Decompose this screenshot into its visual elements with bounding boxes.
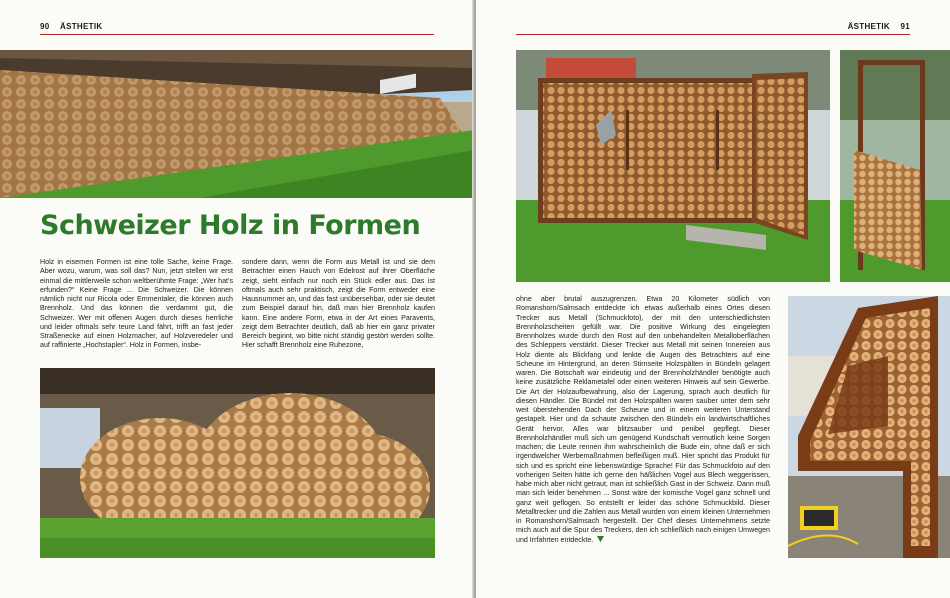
article-headline: Schweizer Holz in Formen (40, 210, 421, 241)
running-header-right (848, 22, 910, 31)
left-page (0, 0, 474, 598)
photo-metal-frame (840, 50, 950, 282)
page-number: 91 (900, 22, 910, 31)
photo-woodpile-barn (0, 50, 474, 198)
text-column-3 (516, 295, 770, 545)
header-rule (516, 34, 910, 35)
end-mark-icon (597, 536, 604, 543)
text-column-3-body: ohne aber brutal auszugrenzen. Etwa 20 Kilometer südlich von Romanshorn/Salmsach entdeckte ich etwas außerhalb eines Ortes diesen Trecker aus Metall (Schmuckfoto), der mit den unterschiedlichsten Brennholzscheiten gefüllt war. Die positive Wirkung des eingelegten Brennholzes wurde durch den Rost auf den unbehandelten Metalloberflächen des Schleppers verstärkt. Dieser Trecker aus Metall mit seinen Innereien aus Holz diente als Blickfang und lenkte die Augen des Betrachters auf eine Scheune im Hintergrund, an deren Stirnseite Holzspälten in Bündeln gelagert waren. Die Botschaft war eindeutig und der Brennholzhändler benötigte auch keine zusätzliche Reklametafel oder einen weiteren Hinweis auf sein Gewerbe. Die Art der Holzaufbewahrung, also der Lagerung, sprach auch deutlich für diesen Händler. Die Bündel mit den Holzspälten waren sauber unter dem sehr weit überstehenden Dach der Scheune und in einem weiteren Unterstand gestapelt. Hier und da schaute zwischen den Bündeln ein landwirtschaftliches Gerät hervor. Alles war blitzsauber und penibel gepflegt. Dieser Brennholzhändler muß sich um genügend Kundschaft vermutlich keine Sorgen machen; die Leute rennen ihm wahrscheinlich die Bude ein, ohne daß er sich irgendwelcher Werbemaßnahmen befleißigen muß. Hier spricht das Produkt für sich und es spricht eine liebenswürdige Sprache! Für das Schmuckfoto auf den vorherigen Seiten hätte ich gerne den häßlichen Vogel aus Blech weggerissen, habe mich aber nicht getraut, man ist schließlich Gast in der Schweiz. Dann muß man sich leider benehmen ... Sonst wäre der komische Vogel ganz schnell und ganz weit geflogen. So entstellt er leider das schöne Schmuckbild. Dieser Metalltrecker und die Zahlen aus Metall wurden von einem kleinen Unternehmen in Romanshorn/Salmsach hergestellt. Der Chef dieses Unternehmens setzte mich auch auf die Spur des Treckers, den ich schließlich nach einigen Umwegen und Irrfahrten entdeckte. (516, 295, 770, 544)
section-label: ÄSTHETIK (847, 22, 890, 31)
right-page (476, 0, 950, 598)
text-column-1: Holz in eisernen Formen ist eine tolle Sache, keine Frage. Aber wozu, warum, was soll das? Nun, jetzt stellen wir erst einmal die mittlerweile schon weltberühmte Frage: „Wer hat’s erfunden?“ Keine Frage ... Die Schweizer. Die können nämlich nicht nur Ricola oder Emmentaler, die können auch Brennholz. Und das können die verdammt gut, die Schweizer. Wer mit offenen Augen durch dieses herrliche und leider oftmals sehr teure Land fährt, trifft an fast jeder Straßenecke auf einen Holzmacher, auf Holzveredeler und auf raffinierte „Hochstapler“. Holz in Formen, insbe- (40, 258, 233, 350)
section-label: ÄSTHETIK (60, 22, 103, 31)
photo-log-bundles (40, 368, 435, 558)
photo-rust-number-four (788, 296, 950, 558)
running-header-left (40, 22, 102, 31)
header-rule (40, 34, 434, 35)
page-number: 90 (40, 22, 50, 31)
photo-metal-screen (516, 50, 830, 282)
text-column-2: sondere dann, wenn die Form aus Metall ist und sie dem Betrachter einen Hauch von Edelrost auf ihrer Oberfläche zeigt, sieht einfach nur noch ein Stück edler aus. Das ist oftmals auch sehr praktisch, zeigt die Form entweder eine Hausnummer an, und das fast unübersehbar, oder sie deutet zum Beispiel darauf hin, daß man hier Brennholz kaufen kann. Eine andere Form, etwa in der Art eines Paravents, zeigt dem Betrachter deutlich, daß ab hier ein ganz privater Bereich beginnt, wo bitte nicht ständig gestört werden sollte. Hier schafft Brennholz eine Ruhezone, (242, 258, 435, 350)
